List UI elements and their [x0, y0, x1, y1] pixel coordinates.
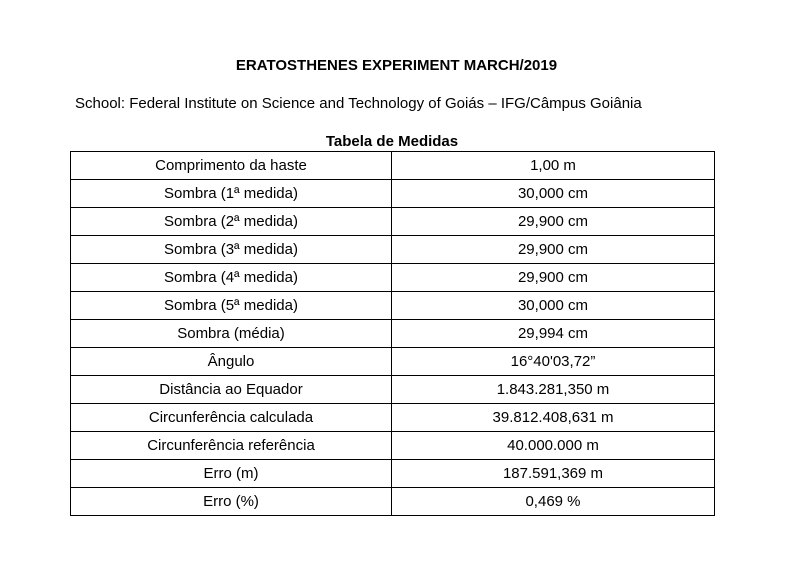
table-row — [71, 208, 715, 236]
row-label: Sombra (média) — [71, 320, 392, 348]
row-value: 29,900 cm — [392, 236, 715, 264]
table-row — [71, 432, 715, 460]
row-value: 1.843.281,350 m — [392, 376, 715, 404]
table-row — [71, 404, 715, 432]
row-label: Circunferência calculada — [71, 404, 392, 432]
row-value: 40.000.000 m — [392, 432, 715, 460]
row-value: 29,900 cm — [392, 264, 715, 292]
table-row — [71, 292, 715, 320]
document-title: ERATOSTHENES EXPERIMENT MARCH/2019 — [235, 57, 558, 74]
row-label: Sombra (2ª medida) — [71, 208, 392, 236]
school-line: School: Federal Institute on Science and Technology of Goiás – IFG/Câmpus Goiânia — [75, 95, 642, 112]
table-row — [71, 348, 715, 376]
row-label: Erro (%) — [71, 488, 392, 516]
row-label: Sombra (3ª medida) — [71, 236, 392, 264]
table-caption: Tabela de Medidas — [325, 133, 459, 150]
table-row — [71, 152, 715, 180]
table-row — [71, 180, 715, 208]
measurements-table — [70, 151, 715, 516]
row-label: Sombra (1ª medida) — [71, 180, 392, 208]
row-label: Ângulo — [71, 348, 392, 376]
row-value: 1,00 m — [392, 152, 715, 180]
row-value: 29,994 cm — [392, 320, 715, 348]
row-value: 187.591,369 m — [392, 460, 715, 488]
table-row — [71, 488, 715, 516]
row-value: 30,000 cm — [392, 180, 715, 208]
row-label: Erro (m) — [71, 460, 392, 488]
row-label: Distância ao Equador — [71, 376, 392, 404]
row-value: 39.812.408,631 m — [392, 404, 715, 432]
row-label: Sombra (4ª medida) — [71, 264, 392, 292]
table-row — [71, 376, 715, 404]
row-label: Sombra (5ª medida) — [71, 292, 392, 320]
row-value: 30,000 cm — [392, 292, 715, 320]
table-row — [71, 460, 715, 488]
table-row — [71, 236, 715, 264]
row-value: 29,900 cm — [392, 208, 715, 236]
row-value: 16°40'03,72” — [392, 348, 715, 376]
table-row — [71, 264, 715, 292]
row-value: 0,469 % — [392, 488, 715, 516]
table-row — [71, 320, 715, 348]
row-label: Comprimento da haste — [71, 152, 392, 180]
row-label: Circunferência referência — [71, 432, 392, 460]
